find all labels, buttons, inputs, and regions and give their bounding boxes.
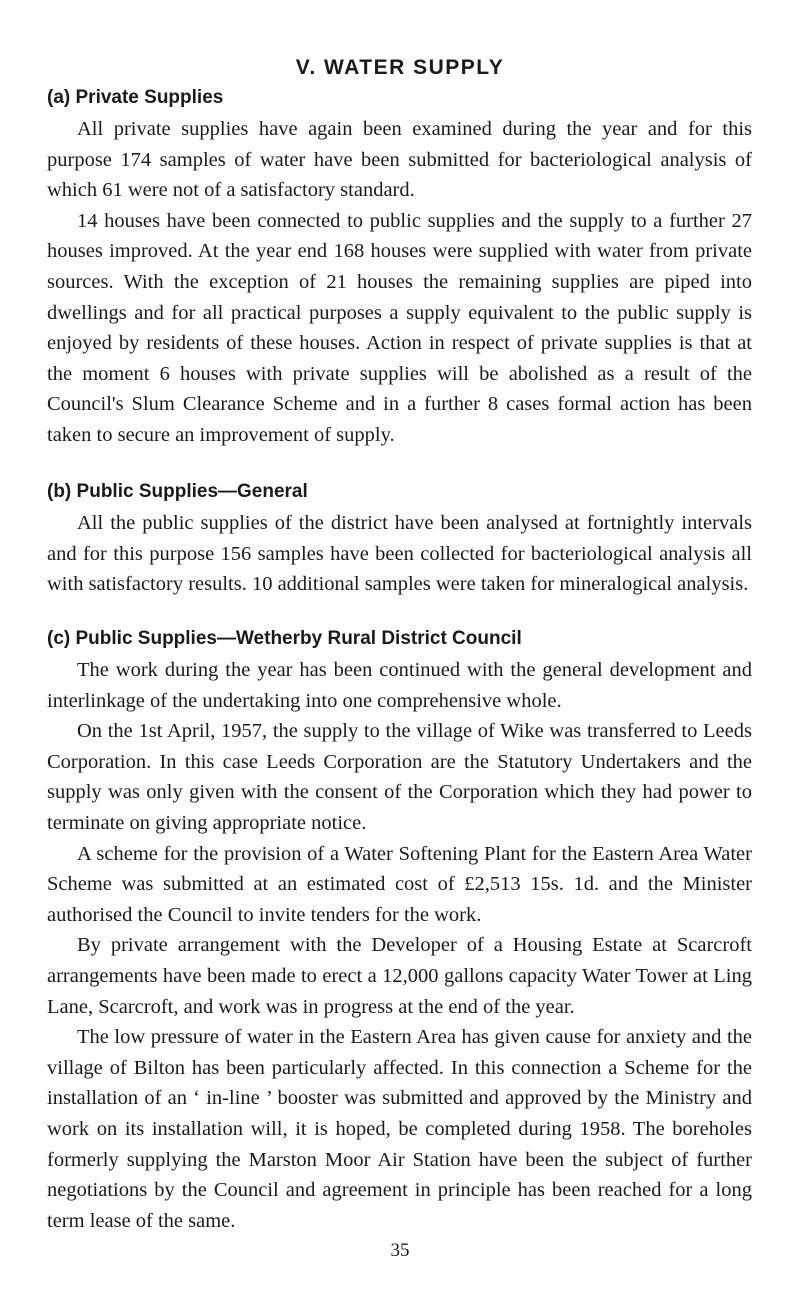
- paragraph: All the public supplies of the district have been analysed at fortnightly intervals and for this purpose 156 samples have been collected for bacteriological analysis all with satisfactory results. 10 additional samples were taken for mineralogical analysis.: [47, 512, 752, 596]
- page-number: 35: [390, 1240, 410, 1261]
- paragraph: The low pressure of water in the Eastern Area has given cause for anxiety and the village of Bilton has been particularly affected. In this connection a Scheme for the installation of an ‘ in-line ’ booster was submitted and approved by the Ministry and work on its installation will, it is hoped, be completed during 1958. The boreholes formerly supplying the Marston Moor Air Station have been the subject of further negotiations by the Council and agreement in principle has been reached for a long term lease of the same.: [47, 1026, 752, 1232]
- section-public-supplies-wetherby: [0, 627, 800, 1236]
- chapter-title: V. WATER SUPPLY: [295, 56, 505, 79]
- section-heading: (a) Private Supplies: [47, 87, 224, 108]
- section-heading: (b) Public Supplies—General: [47, 481, 308, 502]
- section-private-supplies: [0, 86, 800, 451]
- paragraph: On the 1st April, 1957, the supply to the village of Wike was transferred to Leeds Corporation. In this case Leeds Corporation are the Statutory Undertakers and the supply was only given with the consent of the Corporation which they had power to terminate on giving appropriate notice.: [47, 720, 752, 834]
- paragraph: A scheme for the provision of a Water Softening Plant for the Eastern Area Water Scheme was submitted at an estimated cost of £2,513 15s. 1d. and the Minister authorised the Council to invite tenders for the work.: [47, 842, 752, 926]
- paragraph: 14 houses have been connected to public supplies and the supply to a further 27 houses improved. At the year end 168 houses were supplied with water from private sources. With the exception of 21 houses the remaining supplies are piped into dwellings and for all practical purposes a supply equivalent to the public supply is enjoyed by residents of these houses. Action in respect of private supplies is that at the moment 6 houses with private supplies will be abolished as a result of the Council's Slum Clearance Scheme and in a further 8 cases formal action has been taken to secure an improvement of supply.: [47, 209, 752, 446]
- section-public-supplies-general: [0, 480, 800, 600]
- section-heading: (c) Public Supplies—Wetherby Rural District Council: [47, 628, 522, 649]
- paragraph: All private supplies have again been examined during the year and for this purpose 174 samples of water have been submitted for bacteriological analysis of which 61 were not of a satisfactory standard.: [47, 118, 752, 202]
- paragraph: By private arrangement with the Developer of a Housing Estate at Scarcroft arrangements have been made to erect a 12,000 gallons capacity Water Tower at Ling Lane, Scarcroft, and work was in progress at the end of the year.: [47, 934, 752, 1018]
- paragraph: The work during the year has been continued with the general development and interlinkage of the undertaking into one comprehensive whole.: [47, 659, 752, 712]
